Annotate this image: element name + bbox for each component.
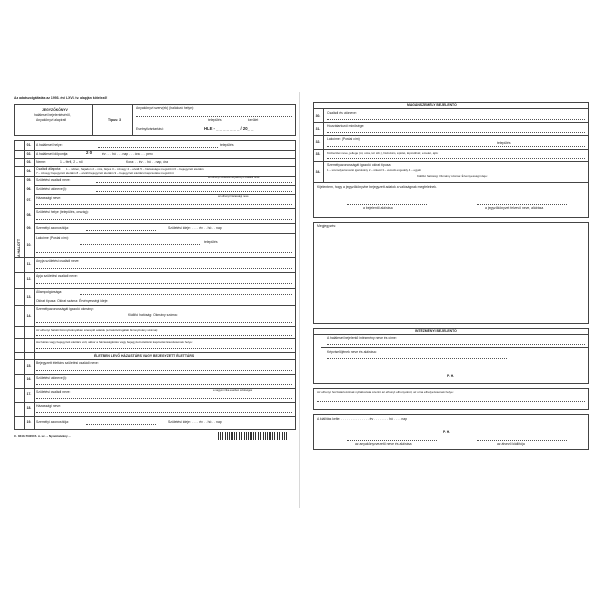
row-line [14, 416, 296, 417]
signature-caption: a bejelentő aláírása [363, 206, 393, 210]
urn-place-field[interactable] [317, 401, 585, 402]
form-title-line-2: haláleset bejelentéséről, [34, 113, 71, 117]
row-label: Házassági neve: [36, 404, 62, 408]
row-line [14, 305, 296, 306]
row-line [34, 233, 296, 234]
section-line [14, 352, 296, 353]
row-line [313, 149, 589, 150]
row-line [321, 347, 589, 348]
right-page [307, 92, 592, 508]
row-line [14, 326, 296, 327]
death-place-field[interactable] [98, 147, 218, 148]
institution-name-field[interactable] [327, 344, 585, 345]
declarant-address-field[interactable] [327, 146, 585, 147]
row-label: Anyja születési családi neve: [36, 259, 80, 263]
relationship-field[interactable] [327, 132, 585, 133]
spouse-family-name-field[interactable] [36, 370, 292, 371]
row-number: 18. [26, 406, 32, 410]
registry-office-field[interactable] [136, 116, 292, 117]
spouse-personal-id-field[interactable] [86, 424, 156, 425]
row-number: 31. [315, 127, 321, 131]
document-details-field[interactable]: Kiállító hatóság: Okmány száma: Érvényességi ideje: [417, 174, 488, 178]
row-line [313, 161, 589, 162]
urn-note: Az elhunyt hozzátartozóinak nyilatkozata szerint az elhunyt elhunyváról, az urna elhelyezésének helye: [317, 390, 454, 394]
declarant-signature-field[interactable] [347, 204, 427, 205]
row-note: a nagyon ritka esetben szükséges [213, 389, 253, 392]
num-column-line-2 [34, 140, 35, 430]
row-suffix: év . . . hó . . . nap . . . óra . . . perc [102, 152, 153, 156]
remarks-label: Megjegyzés: [317, 224, 337, 228]
personal-id-field[interactable] [86, 230, 156, 231]
row-number: 11. [26, 262, 32, 266]
side-label: A HALOTT [17, 238, 21, 257]
main-form-table [14, 140, 296, 430]
row-line [14, 402, 296, 403]
row-number: 02. [26, 152, 32, 156]
row-label: Lakcíme (Postai cím): [36, 236, 69, 240]
row-line [14, 338, 296, 339]
address-street-field[interactable] [36, 252, 292, 253]
form-sheet [8, 92, 592, 508]
row-label: Neme: [36, 160, 46, 164]
row-label: Bejegyzett élettárs születési családi neve: [36, 361, 99, 365]
institution-rep-label: Képviselőjének neve és aláírása: [327, 350, 377, 354]
row-line [313, 135, 589, 136]
row-line [14, 150, 296, 151]
document-type-options: 1 – személyazonosító igazolvány 2 – útlevél 3 – vezetői engedély 4 – egyéb [327, 168, 422, 172]
section-line [313, 334, 589, 335]
registry-office-label: Anyakönyvi szerv(ek) (halálozó helye): [136, 106, 195, 110]
row-number: 19. [26, 420, 32, 424]
row-label: Születési családi neve: [36, 178, 71, 182]
row-line [34, 208, 296, 209]
row-label: Személyi azonosítója: [36, 420, 69, 424]
recorder-signature-field[interactable] [477, 204, 567, 205]
row-number: 30. [315, 114, 321, 118]
row-line [14, 257, 296, 258]
row-label: Születési helye (település, ország): [36, 210, 89, 214]
form-title-line-3: Anyakönyvi alapirat! [36, 118, 67, 122]
row-line [14, 158, 296, 159]
id-document-field[interactable] [36, 322, 292, 323]
form-title-line-1: JEGYZŐKÖNYV [42, 108, 68, 112]
row-number: 16. [26, 377, 32, 381]
row-number: 15. [26, 364, 32, 368]
barcode [218, 432, 288, 442]
row-suffix: település [220, 143, 234, 147]
row-note: az elhunyt születési anyakönyvi családi neve [208, 176, 260, 179]
stamp-label-2: P. H. [443, 430, 451, 434]
spouse-birth-date-field[interactable]: Születési ideje: . . . . év . . hó . . nap [168, 420, 222, 424]
left-page [8, 92, 300, 508]
row-label: Személyazonosságát igazoló okmány: [36, 307, 94, 311]
row-line [14, 272, 296, 273]
marriage-place-field[interactable] [36, 348, 292, 349]
declarant-street-field[interactable] [327, 158, 585, 159]
issue-date-field[interactable]: A kiállítás kelte: . . . . . . . . . . . . . . . év . . . . . . . . hó . . . . nap [317, 417, 408, 421]
age-field[interactable]: Kora: . . év . . hó . . nap, óra [126, 160, 169, 164]
row-number: 17. [26, 392, 32, 396]
header-divider-2 [132, 104, 133, 136]
section-heading: ÉLETBEN LEVŐ HÁZASTÁRS VAGY BEJEGYZETT ÉLETTÁRS [94, 354, 195, 358]
row-line [14, 388, 296, 389]
section-line [313, 108, 589, 109]
recipient-signature-field[interactable] [477, 440, 567, 441]
row-number: 03. [26, 160, 32, 164]
row-line [313, 122, 589, 123]
father-name-field[interactable] [36, 283, 292, 284]
declarant-name-field[interactable] [327, 119, 585, 120]
row-number: 06. [26, 187, 32, 191]
spouse-married-name-field[interactable] [36, 412, 292, 413]
row-line [34, 185, 296, 186]
declaration-text: Kijelentem, hogy a jegyzőkönyvbe bejegyzett adatok a valóságnak megfelelnek. [317, 185, 437, 189]
document-type-field[interactable]: Okirat típusa: Okirat száma: Érvényességi ideje: [36, 299, 109, 303]
row-note: az elhunyt házassági neve [218, 195, 249, 198]
row-number: 34. [315, 170, 321, 174]
institution-rep-field[interactable] [327, 358, 507, 359]
row-label: Születési családi neve: [36, 390, 71, 394]
row-label: Hozzátartozói minősége: [327, 124, 365, 128]
row-number: 13. [26, 295, 32, 299]
row-suffix: település [497, 141, 511, 145]
row-label: Személyazonosságát igazoló okirat típusa: [327, 163, 392, 167]
form-code: C. 0243-70/2015. ü. sz. – Nyomtatvány ... [14, 434, 72, 438]
spouse-given-name-field[interactable] [36, 384, 292, 385]
row-label: Születési utóneve(i): [36, 187, 67, 191]
row-label: A haláleset helye: [36, 143, 63, 147]
section-heading: MAGÁNSZEMÉLY BEJELENTŐ [407, 103, 457, 107]
tipus-label: Típus: 3 [108, 118, 121, 122]
birth-family-name-field[interactable] [96, 182, 292, 183]
marital-options: 1 – nőtlen, hajadon 2 – nős, férjes 3 – özvegy 4 – elvált 5 – házassága megszűnt 6 – bejegyzett élettárs [66, 167, 204, 171]
birth-given-name-field[interactable] [96, 191, 292, 192]
mid-note: Ha házas vagy bejegyzett élettárs volt, akkor a házasságkötés vagy bejegyzett élettársi kapcsolat létesítésének helye: [36, 340, 193, 344]
header-divider [92, 104, 93, 136]
married-name-field[interactable] [36, 204, 292, 205]
row-label: Személyi azonosítója: [36, 226, 69, 230]
row-number: 08. [26, 213, 32, 217]
stamp-label: P. H. [447, 374, 455, 378]
row-label: Közterület neve, jellege (út, utca, tér stb.), házszám, épület, lépcsőház, emelet, ajtó: [327, 151, 439, 155]
row-label: Lakcíme: (Postai cím) [327, 137, 360, 141]
remarks-box[interactable] [313, 222, 589, 324]
signature-caption: az anyakönyvvezető neve és aláírása [355, 442, 412, 446]
row-line [34, 194, 296, 195]
row-number: 09. [26, 226, 32, 230]
section-heading: INTÉZMÉNYI BEJELENTŐ [415, 329, 457, 333]
birth-place-field[interactable] [36, 219, 292, 220]
institution-name-label: A haláleset bejelentő intézmény neve és címe: [327, 336, 397, 340]
row-label: A haláleset időpontja: [36, 152, 69, 156]
death-year-prefix[interactable]: 2 0 [86, 150, 93, 155]
row-number: 10. [26, 243, 32, 247]
row-line [14, 288, 296, 289]
row-label: Apja születési családi neve: [36, 274, 78, 278]
birth-date-field[interactable]: Születési ideje: . . . . év . . hó . . nap [168, 226, 222, 230]
row-label: Családi állapota: [36, 167, 62, 171]
row-label: Házassági neve: [36, 196, 62, 200]
spouse-birth-name-field[interactable] [36, 398, 292, 399]
row-number: 07. [26, 198, 32, 202]
num-column-line [323, 108, 324, 182]
registration-code: HLE - _ _ _ _ _ _ _ / 20_ _ [204, 126, 254, 131]
num-column-line [24, 140, 25, 430]
row-number: 01. [26, 143, 32, 147]
issuing-authority-field[interactable]: Kiállító hatóság: Okmány száma: [128, 313, 178, 317]
row-label: Születési utóneve(i): [36, 376, 67, 380]
registrar-signature-field[interactable] [347, 440, 437, 441]
mid-note: Az elhunyt halotti bizonyítványában szereplő adatok (a halottvizsgálati bizonyítvány száma): [36, 328, 159, 332]
row-number: 14. [26, 314, 32, 318]
row-number: 04. [26, 169, 32, 173]
row-number: 32. [315, 140, 321, 144]
sex-options: 1 – férfi, 2 – nő [60, 160, 83, 164]
keruret-label: kerület [248, 118, 259, 122]
row-suffix: település [204, 240, 218, 244]
legal-reference: Az adatszolgáltatás az 1993. évi LXVI. tv. alapján kötelező! [14, 96, 108, 100]
row-number: 12. [26, 277, 32, 281]
signature-caption: a jegyzőkönyvet felvevő neve, aláírása [485, 206, 544, 210]
row-label: Családi és utóneve: [327, 111, 357, 115]
row-number: 05. [26, 178, 32, 182]
section-line [14, 359, 296, 360]
code-unit-label: település [208, 118, 222, 122]
certificate-number-field[interactable] [36, 335, 292, 336]
address-field[interactable] [80, 244, 200, 245]
mother-name-field[interactable] [36, 268, 292, 269]
row-line [14, 374, 296, 375]
row-label: Állampolgársága: [36, 290, 63, 294]
citizenship-field[interactable] [80, 294, 292, 295]
row-line [34, 223, 296, 224]
signature-caption: az átvevő kiállítója [497, 442, 525, 446]
registration-label: Esetnyilvántartási: [136, 127, 164, 131]
row-line [313, 182, 589, 183]
row-number: 33. [315, 152, 321, 156]
marital-options-2: 7 – özvegy bejegyzett élettárs 8 – elvált bejegyzett élettárs 9 – bejegyzett élettársi kapcsolata megszűnt [36, 171, 174, 175]
